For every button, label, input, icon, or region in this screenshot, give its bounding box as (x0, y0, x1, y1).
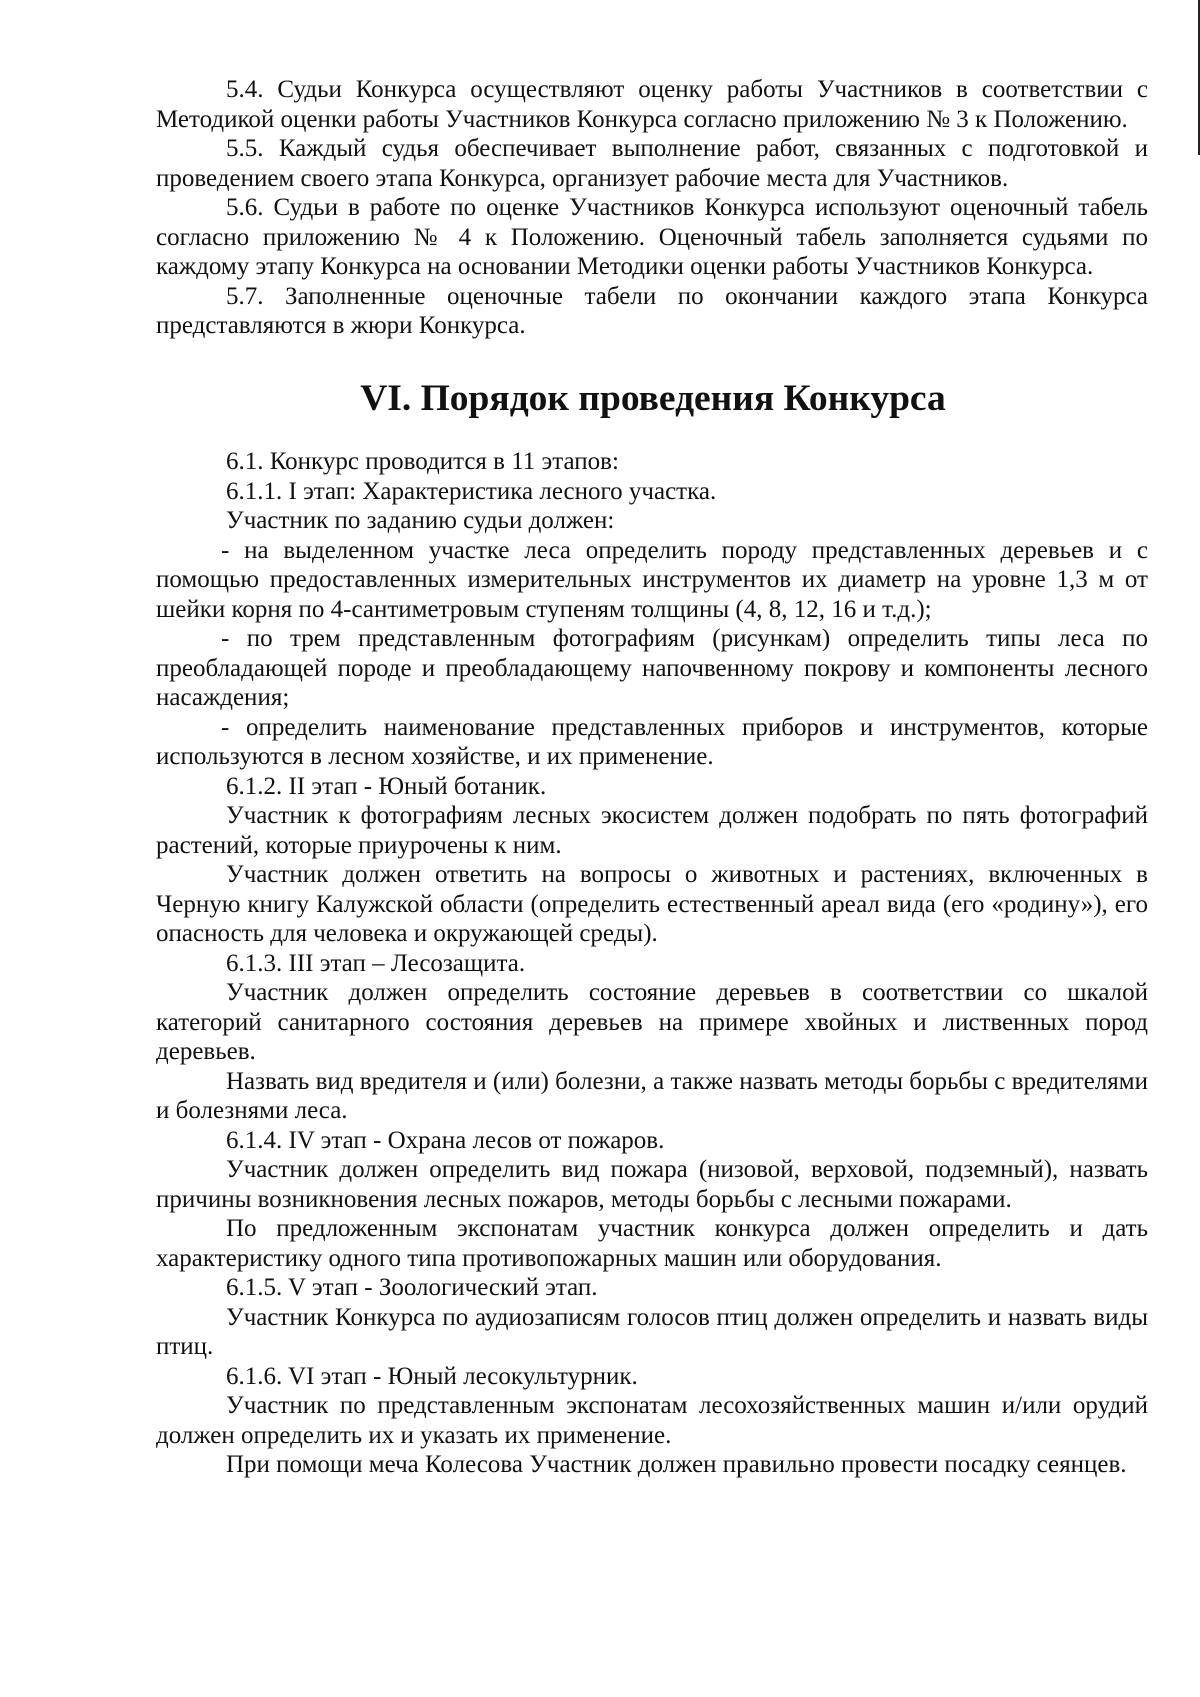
paragraph-5-5: 5.5. Каждый судья обеспечивает выполнение работ, связанных с подготовкой и проведением своего этапа Конкурса, организует рабочие места для Участников. (156, 135, 1148, 192)
paragraph-kolesov-sword: При помощи меча Колесова Участник должен правильно провести посадку сеянцев. (226, 1451, 1127, 1478)
paragraph-6-1-3: 6.1.3. III этап – Лесозащита. (226, 949, 526, 977)
paragraph-tree-condition: Участник должен определить состояние деревьев в соответствии со шкалой категорий санитарного состояния деревьев на примере хвойных и лиственных пород деревьев. (156, 979, 1148, 1065)
paragraph-botanist-photos: Участник к фотографиям лесных экосистем должен подобрать по пять фотографий растений, которые приурочены к ним. (156, 802, 1148, 859)
paragraph-5-4: 5.4. Судьи Конкурса осуществляют оценку работы Участников в соответствии с Методикой оценки работы Участников Конкурса согласно приложению № 3 к Положению. (156, 76, 1148, 133)
paragraph-fire-types: Участник должен определить вид пожара (низовой, верховой, подземный), назвать причины возникновения лесных пожаров, методы борьбы с лесными пожарами. (156, 1156, 1148, 1213)
list-item-forest-types: - по трем представленным фотографиям (рисункам) определить типы леса по преобладающей породе и преобладающему напочвенному покрову и компоненты лесного насаждения; (156, 625, 1148, 711)
paragraph-6-1-6: 6.1.6. VI этап - Юный лесокультурник. (226, 1362, 638, 1390)
paragraph-5-6: 5.6. Судьи в работе по оценке Участников Конкурса используют оценочный табель согласно приложению № 4 к Положению. Оценочный табель заполняется судьями по каждому этапу Конкурса на основании Методики оценки работы Участников Конкурса. (156, 194, 1148, 280)
paragraph-5-7: 5.7. Заполненные оценочные табели по окончании каждого этапа Конкурса представляются в жюри Конкурса. (156, 282, 1148, 339)
paragraph-6-1-2: 6.1.2. II этап - Юный ботаник. (226, 772, 547, 800)
paragraph-black-book: Участник должен ответить на вопросы о животных и растениях, включенных в Черную книгу Калужской области (определить естественный ареал вида (его «родину»), его опасность для человека и окружающей среды). (156, 861, 1148, 947)
section-heading: VI. Порядок проведения Конкурса (360, 377, 946, 419)
paragraph-6-1-5: 6.1.5. V этап - Зоологический этап. (226, 1274, 598, 1301)
paragraph-pests: Назвать вид вредителя и (или) болезни, а также назвать методы борьбы с вредителями и болезнями леса. (156, 1067, 1148, 1124)
paragraph-fire-equipment: По предложенным экспонатам участник конкурса должен определить и дать характеристику одного типа противопожарных машин или оборудования. (156, 1215, 1148, 1272)
paragraph-6-1-4: 6.1.4. IV этап - Охрана лесов от пожаров. (226, 1126, 665, 1154)
paragraph-forestry-machines: Участник по представленным экспонатам лесохозяйственных машин и/или орудий должен определить их и указать их применение. (156, 1392, 1148, 1449)
paragraph-bird-voices: Участник Конкурса по аудиозаписям голосов птиц должен определить и назвать виды птиц. (156, 1303, 1148, 1360)
list-item-instruments: - определить наименование представленных приборов и инструментов, которые используются в лесном хозяйстве, и их применение. (156, 713, 1148, 770)
paragraph-task-intro: Участник по заданию судьи должен: (226, 507, 615, 534)
list-item-species-diameter: - на выделенном участке леса определить породу представленных деревьев и с помощью предоставленных измерительных инструментов их диаметр на уровне 1,3 м от шейки корня по 4-сантиметровым ступеням толщины (4, 8, 12, 16 и т.д.); (156, 536, 1148, 623)
paragraph-6-1-1: 6.1.1. I этап: Характеристика лесного участка. (226, 477, 717, 505)
paragraph-6-1: 6.1. Конкурс проводится в 11 этапов: (226, 448, 619, 475)
document-body (156, 75, 1148, 1480)
